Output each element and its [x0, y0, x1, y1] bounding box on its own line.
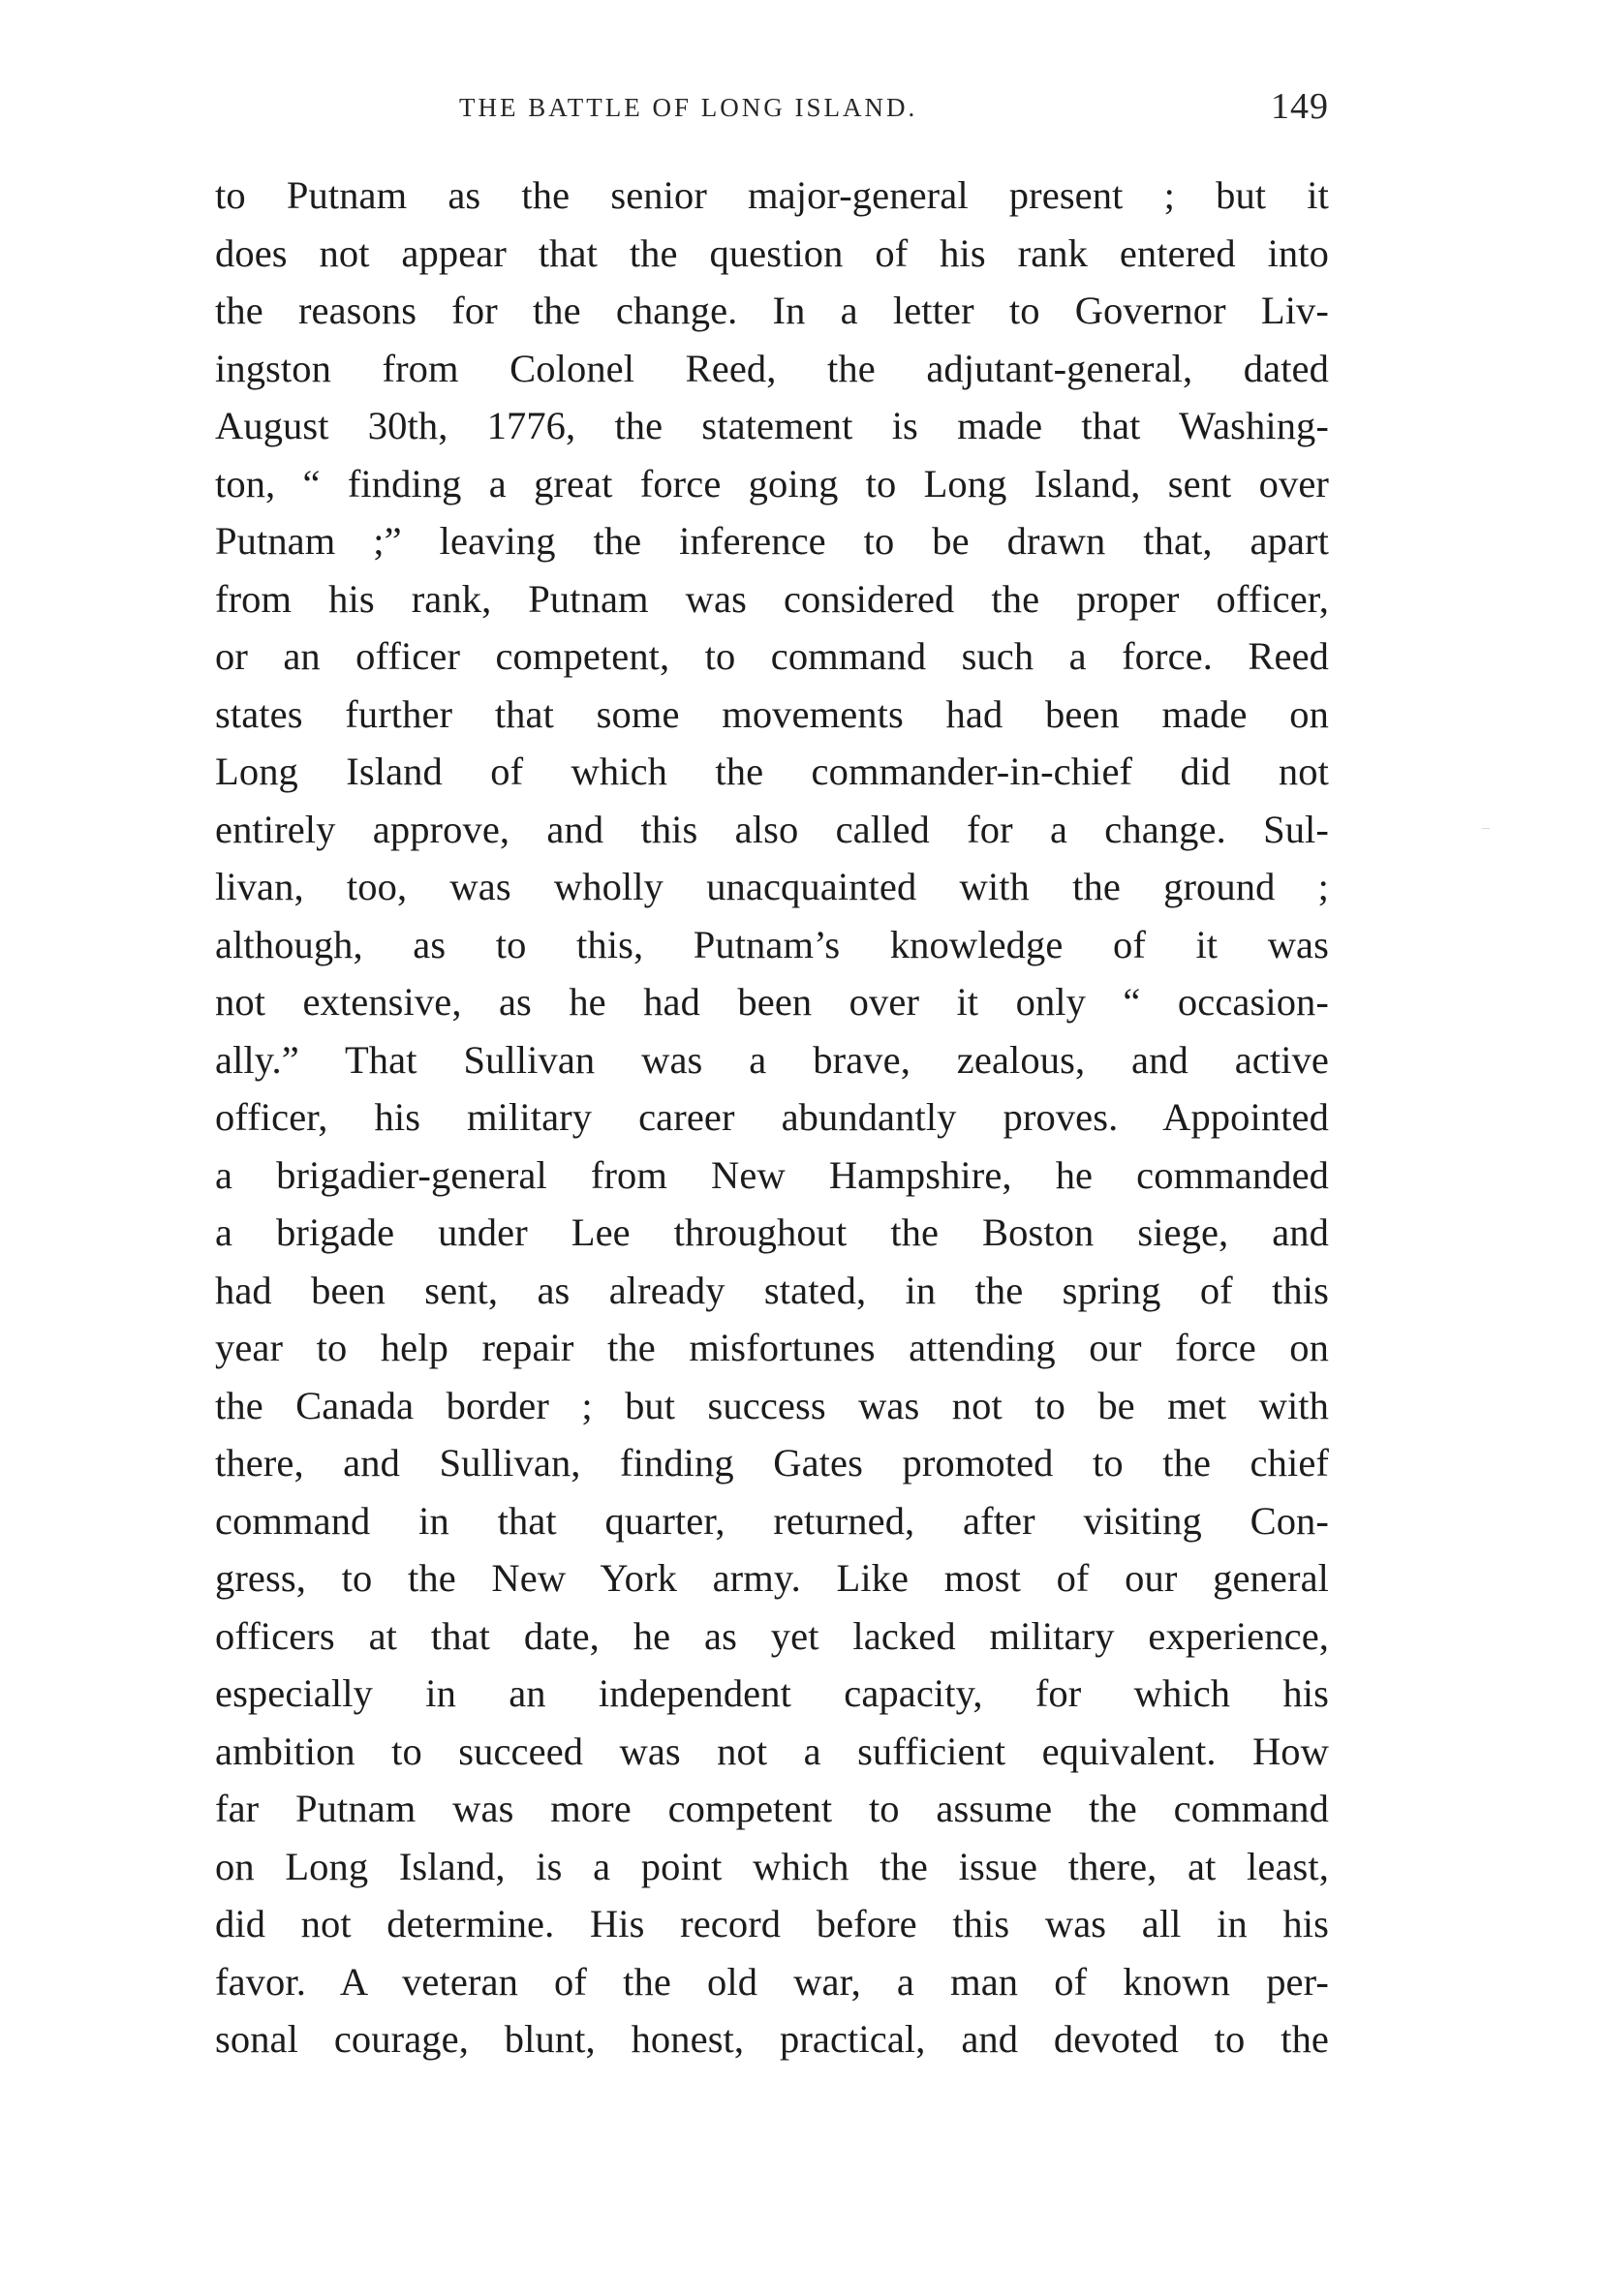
text-line-13: livan, too, was wholly unacquainted with the ground ; [215, 865, 1329, 908]
text-line-29: far Putnam was more competent to assume the command [215, 1787, 1329, 1830]
running-head [215, 85, 1329, 134]
text-line-19: a brigade under Lee throughout the Boston siege, and [215, 1210, 1329, 1254]
margin-mark [1482, 828, 1490, 829]
text-line-15: not extensive, as he had been over it only “ occasion- [215, 980, 1329, 1024]
text-line-20: had been sent, as already stated, in the spring of this [215, 1268, 1329, 1312]
text-line-6: ton, “ finding a great force going to Long Island, sent over [215, 461, 1329, 505]
text-line-16: ally.” That Sullivan was a brave, zealous, and active [215, 1037, 1329, 1082]
text-line-32: favor. A veteran of the old war, a man of known per- [215, 1959, 1329, 2004]
running-title: THE BATTLE OF LONG ISLAND. [459, 93, 918, 122]
text-line-14: although, as to this, Putnam’s knowledge of it was [215, 922, 1329, 966]
text-line-27: especially in an independent capacity, for which his [215, 1671, 1329, 1715]
text-line-21: year to help repair the misfortunes attending our force on [215, 1326, 1329, 1369]
page-number: 149 [1271, 86, 1329, 127]
text-line-31: did not determine. His record before this was all in his [215, 1902, 1329, 1945]
text-line-9: or an officer competent, to command such a force. Reed [215, 634, 1329, 678]
text-line-2: does not appear that the question of his rank entered into [215, 230, 1329, 275]
text-line-18: a brigadier-general from New Hampshire, he commanded [215, 1152, 1329, 1197]
text-line-26: officers at that date, he as yet lacked military experience, [215, 1613, 1329, 1658]
text-line-24: command in that quarter, returned, after visiting Con- [215, 1498, 1329, 1543]
text-line-12: entirely approve, and this also called for a change. Sul- [215, 807, 1329, 851]
text-line-17: officer, his military career abundantly proves. Appointed [215, 1095, 1329, 1139]
text-line-10: states further that some movements had been made on [215, 691, 1329, 736]
text-line-4: ingston from Colonel Reed, the adjutant-general, dated [215, 346, 1329, 390]
text-line-8: from his rank, Putnam was considered the proper officer, [215, 576, 1329, 621]
text-line-33: sonal courage, blunt, honest, practical, and devoted to the [215, 2017, 1329, 2061]
text-line-3: the reasons for the change. In a letter to Governor Liv- [215, 289, 1329, 332]
text-line-30: on Long Island, is a point which the issue there, at least, [215, 1844, 1329, 1888]
text-line-7: Putnam ;” leaving the inference to be drawn that, apart [215, 519, 1329, 563]
body-text [215, 167, 1329, 2068]
text-line-22: the Canada border ; but success was not to be met with [215, 1383, 1329, 1427]
text-line-1: to Putnam as the senior major-general present ; but it [215, 173, 1329, 217]
text-line-23: there, and Sullivan, finding Gates promoted to the chief [215, 1441, 1329, 1485]
text-line-11: Long Island of which the commander-in-chief did not [215, 750, 1329, 793]
text-line-28: ambition to succeed was not a sufficient equivalent. How [215, 1729, 1329, 1773]
text-line-25: gress, to the New York army. Like most of our general [215, 1556, 1329, 1600]
text-line-5: August 30th, 1776, the statement is made that Washing- [215, 404, 1329, 447]
